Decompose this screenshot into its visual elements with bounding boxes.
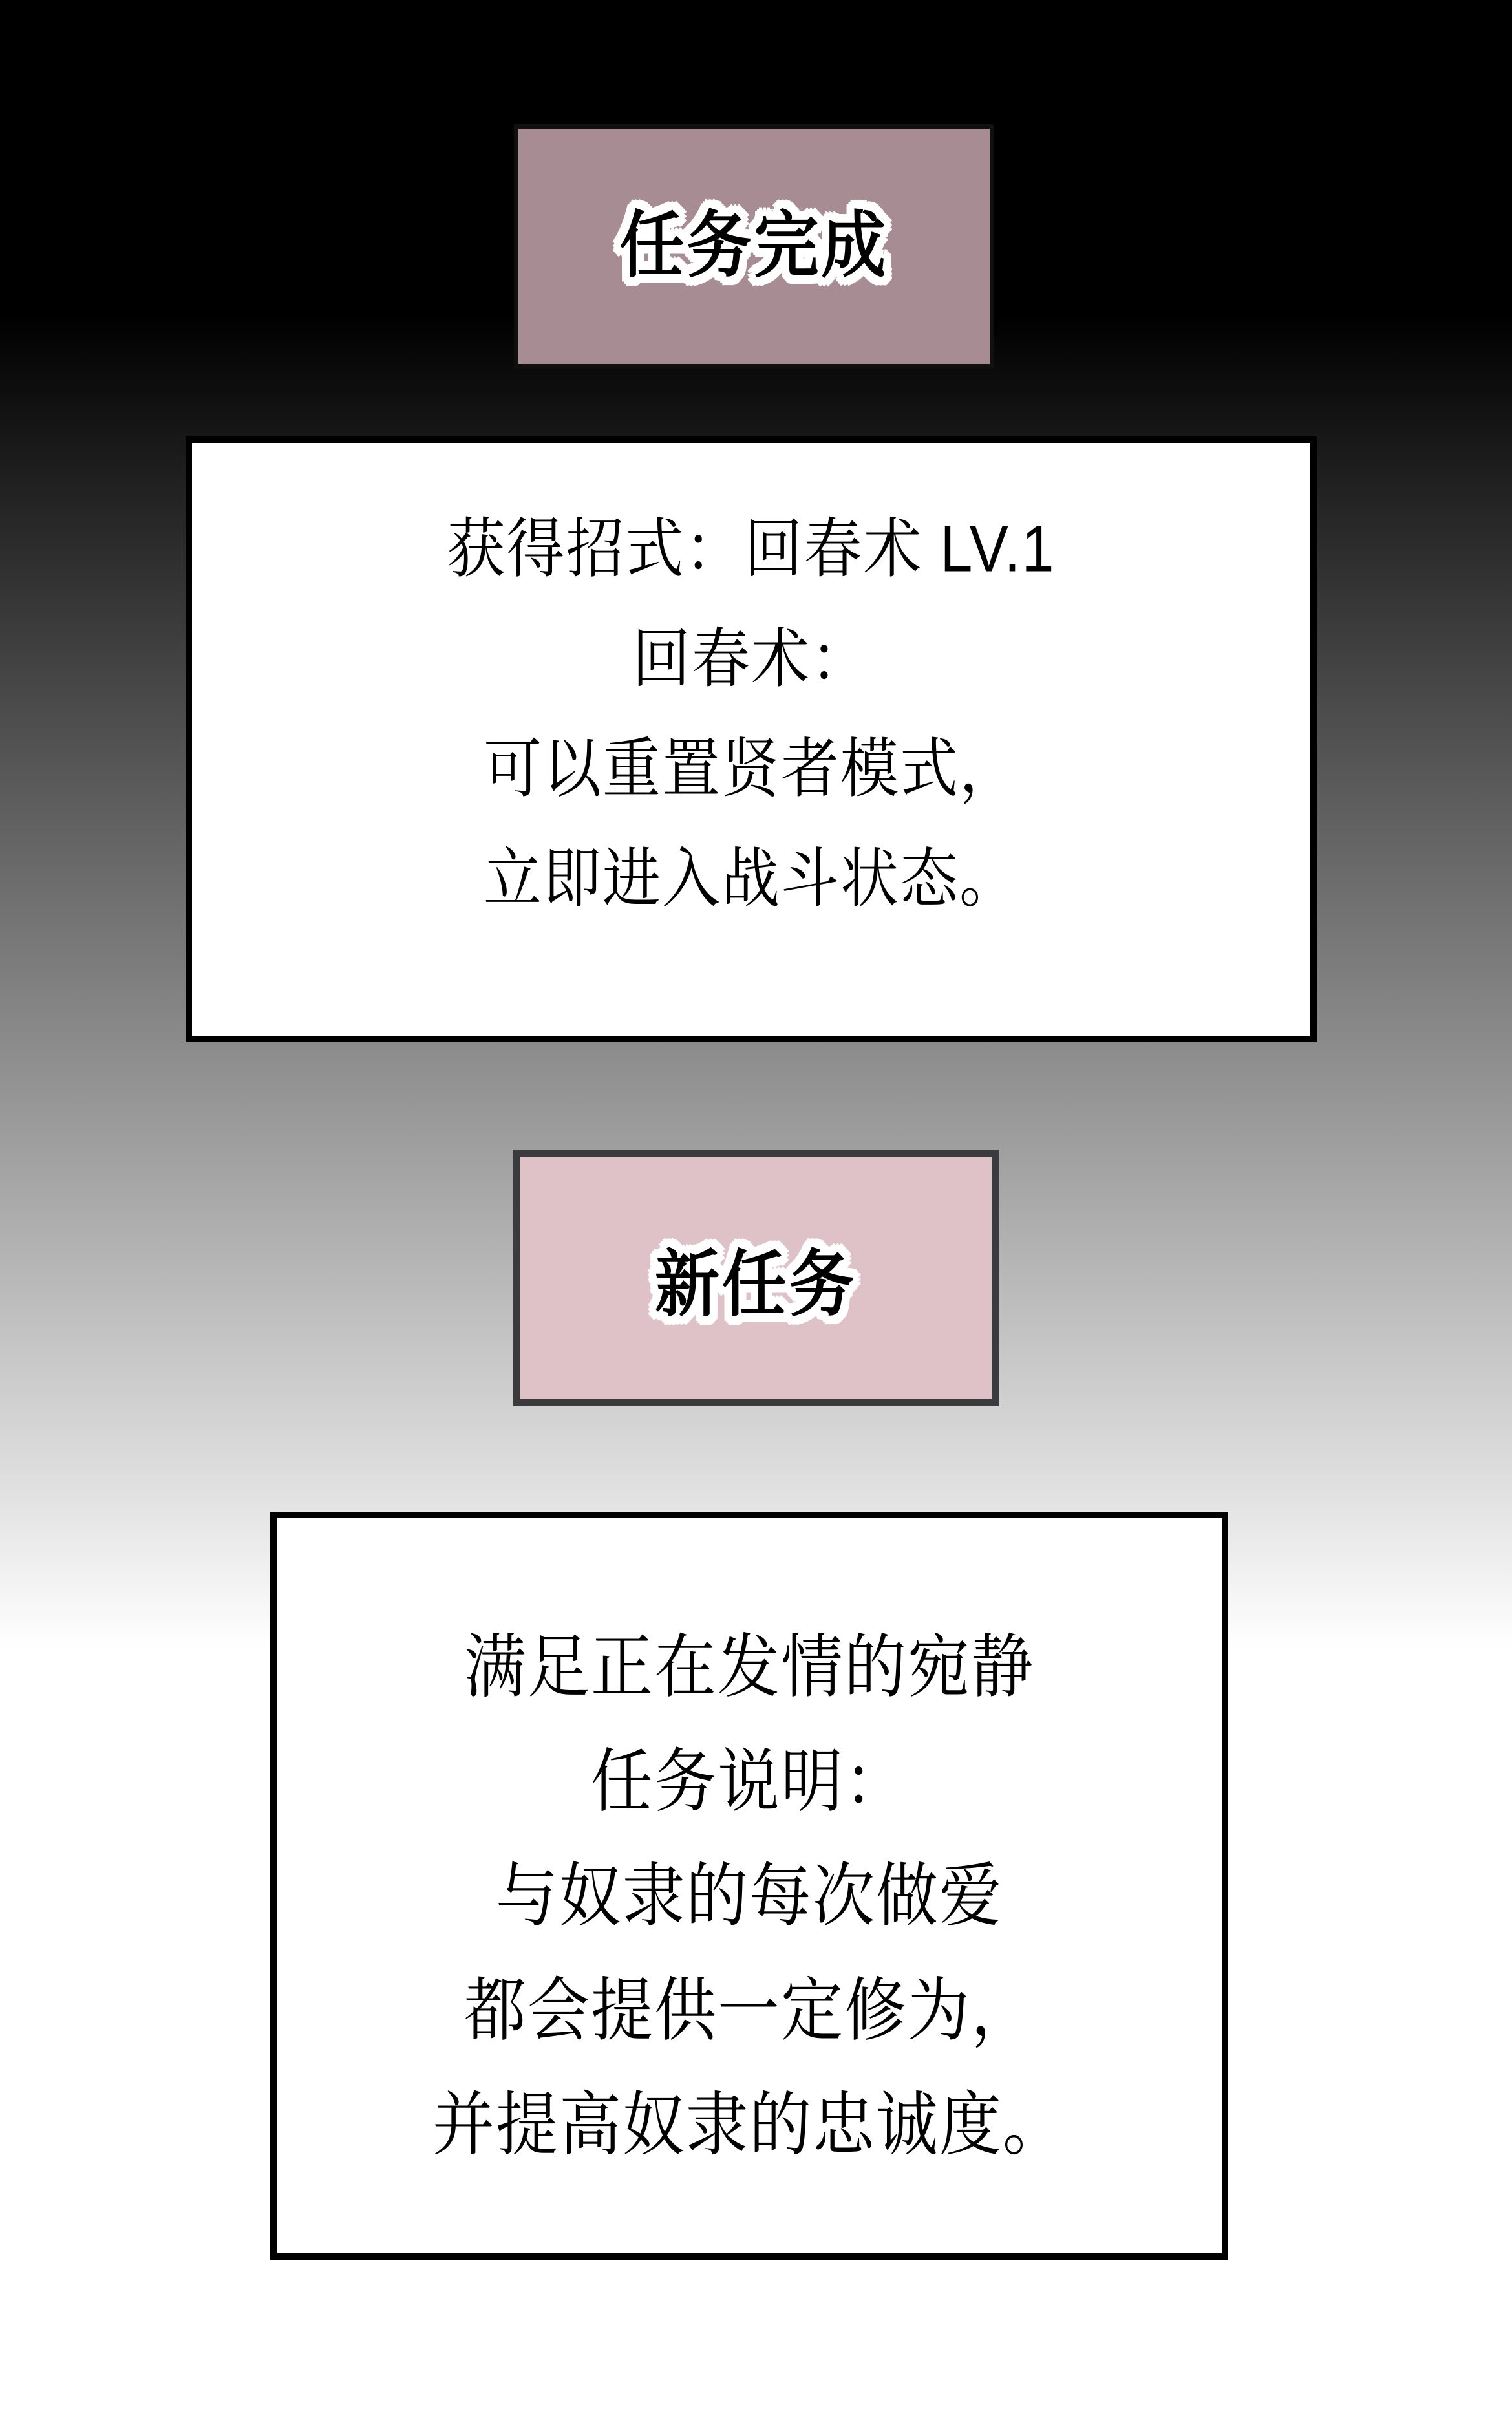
skill-panel-line: 获得招式：回春术 LV.1 (447, 513, 1056, 586)
skill-panel-line: 回春术： (632, 623, 870, 696)
task-complete-label: 任务完成 (619, 205, 889, 286)
new-task-banner (513, 1150, 999, 1406)
task-complete-banner (514, 124, 994, 369)
task-panel-line: 与奴隶的每次做爱 (496, 1857, 1003, 1935)
task-panel-line: 任务说明： (591, 1743, 908, 1821)
skill-panel-line: 立即进入战斗状态。 (484, 843, 1019, 916)
task-panel-line: 都会提供一定修为， (464, 1971, 1034, 2050)
task-detail-panel (270, 1512, 1228, 2260)
task-panel-line: 并提高奴隶的忠诚度。 (432, 2086, 1066, 2164)
task-panel-line: 满足正在发情的宛静 (464, 1628, 1034, 1706)
skill-panel-line: 可以重置贤者模式， (484, 733, 1019, 806)
skill-award-panel (186, 436, 1317, 1042)
new-task-label: 新任务 (655, 1243, 857, 1325)
